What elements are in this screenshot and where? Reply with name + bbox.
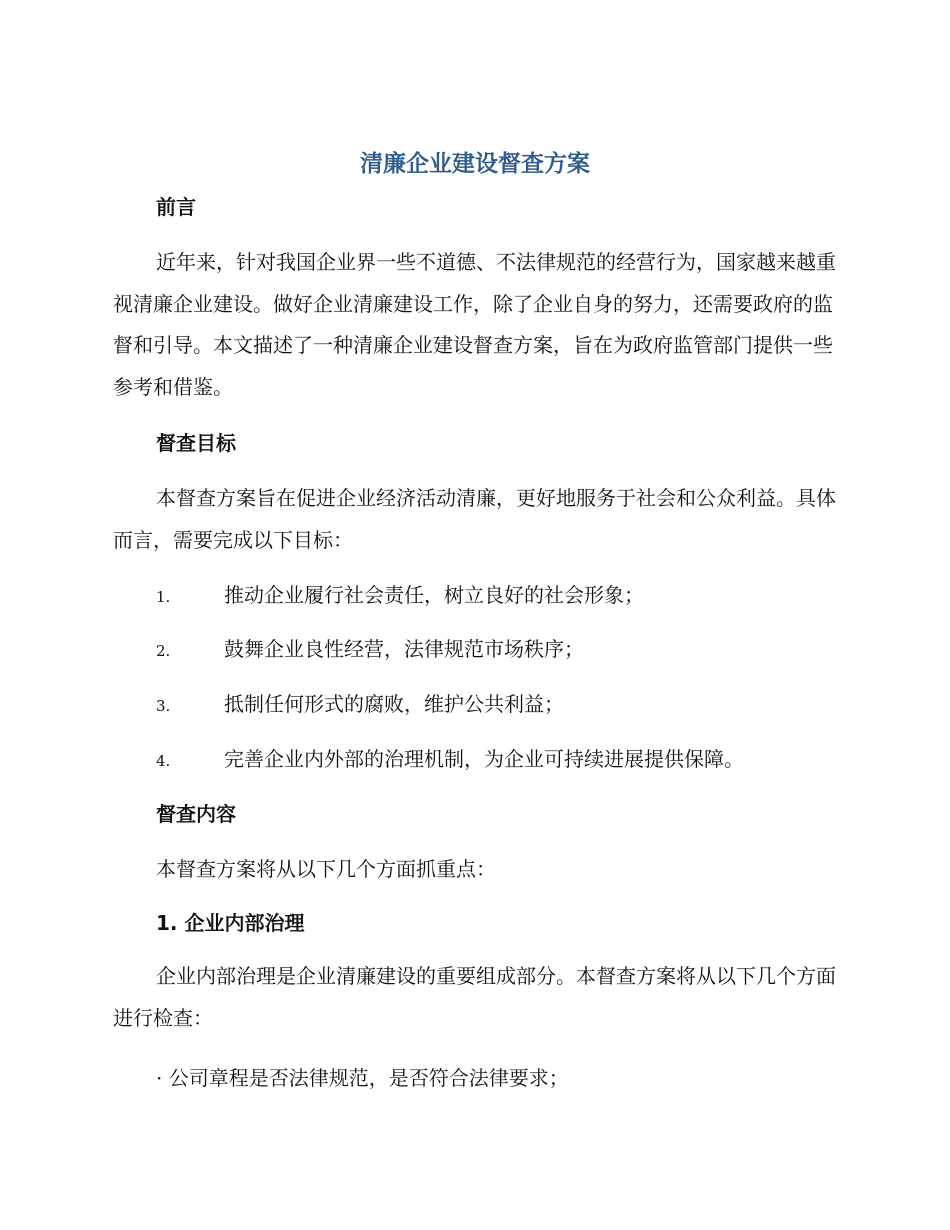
heading-internal-governance: 1. 企业内部治理 [156,911,305,935]
list-number: 3. [156,697,171,715]
paragraph-content: 本督查方案将从以下几个方面抓重点： [156,857,496,881]
list-number: 2. [156,642,171,660]
goal-list-item [156,689,564,721]
goal-list-item [156,634,584,666]
paragraph-preface: 近年来，针对我国企业界一些不道德、不法律规范的经营行为，国家越来越重视清廉企业建设。做好企业清廉建设工作，除了企业自身的努力，还需要政府的监督和引导。本文描述了一种清廉企业建设督查方案，旨在为政府监管部门提供一些参考和借鉴。 [113,250,836,399]
list-text: 抵制任何形式的腐败，维护公共利益； [224,692,564,716]
list-text: 推动企业履行社会责任，树立良好的社会形象； [224,583,644,607]
list-number: 1. [156,588,171,606]
heading-preface: 前言 [156,195,196,219]
list-text: 完善企业内外部的治理机制，为企业可持续进展提供保障。 [224,747,744,771]
list-text: 鼓舞企业良性经营，法律规范市场秩序； [224,637,584,661]
goal-list-item [156,744,744,776]
heading-content: 督查内容 [156,802,236,826]
paragraph-goals: 本督查方案旨在促进企业经济活动清廉，更好地服务于社会和公众利益。具体而言，需要完成以下目标： [113,486,836,552]
document-title: 清廉企业建设督查方案 [360,151,590,177]
bullet-item: · 公司章程是否法律规范，是否符合法律要求； [156,1066,569,1090]
heading-goals: 督查目标 [156,431,236,455]
paragraph-internal-governance: 企业内部治理是企业清廉建设的重要组成部分。本督查方案将从以下几个方面进行检查： [113,964,836,1030]
goal-list-item [156,580,644,612]
list-number: 4. [156,752,171,770]
